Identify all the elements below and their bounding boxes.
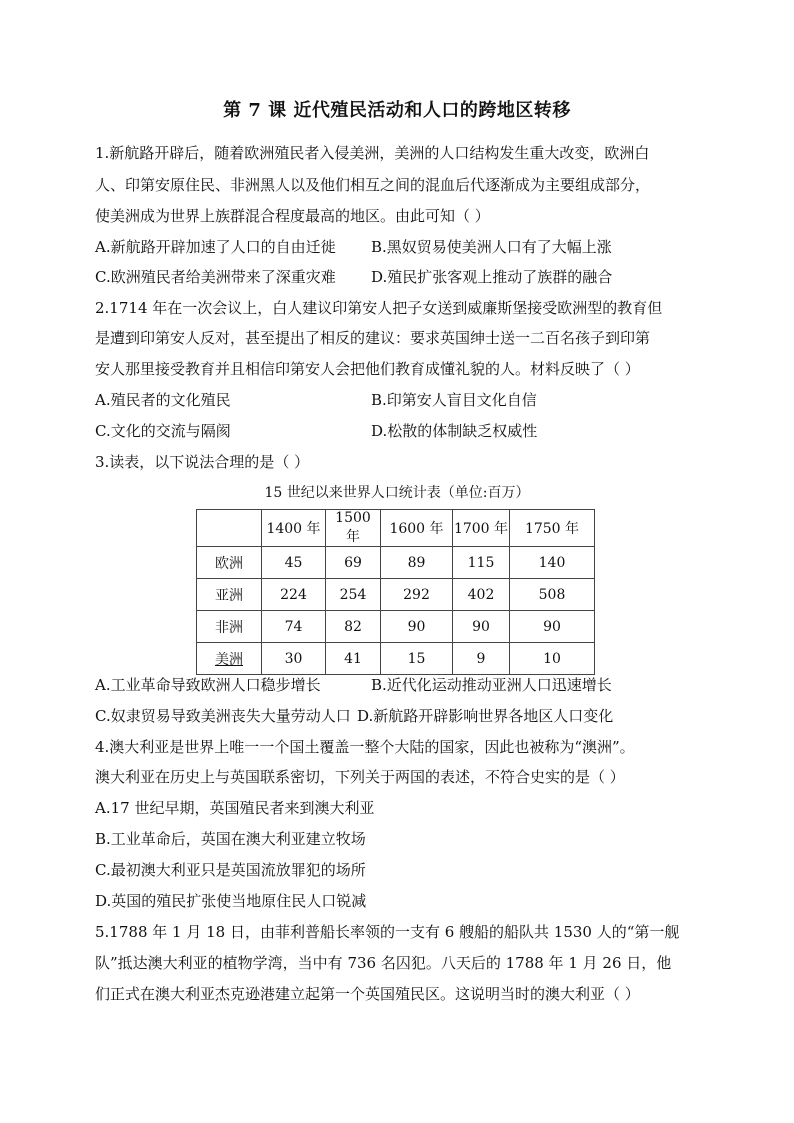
table-row [197, 579, 595, 611]
table-header-cell: 1600 年 [381, 510, 453, 547]
q2-stem-line-1: 2.1714 年在一次会议上，白人建议印第安人把子女送到威廉斯堡接受欧洲型的教育但 [95, 299, 663, 317]
table-cell: 82 [326, 611, 381, 643]
q2-stem-line-3: 安人那里接受教育并且相信印第安人会把他们教育成懂礼貌的人。材料反映了（ ） [95, 360, 640, 378]
table-cell: 402 [453, 579, 510, 611]
table-header-cell [197, 510, 262, 547]
q1-option-a: A.新航路开辟加速了人口的自由迁徙 [95, 238, 336, 256]
q4-option-d: D.英国的殖民扩张使当地原住民人口锐减 [95, 892, 367, 910]
q5-stem-line-2: 队”抵达澳大利亚的植物学湾，当中有 736 名囚犯。八天后的 1788 年 1 月 26 日，他 [95, 954, 672, 972]
q1-stem-line-1: 1.新航路开辟后，随着欧洲殖民者入侵美洲，美洲的人口结构发生重大改变，欧洲白 [95, 144, 650, 162]
table-cell: 508 [510, 579, 595, 611]
table-cell: 90 [381, 611, 453, 643]
table-cell: 45 [262, 547, 326, 579]
table-cell: 254 [326, 579, 381, 611]
table-header-cell: 1500 年 [326, 510, 381, 547]
q4-option-b: B.工业革命后，英国在澳大利亚建立牧场 [95, 830, 366, 848]
table-caption: 15 世纪以来世界人口统计表（单位:百万） [264, 485, 530, 501]
q1-option-b: B.黑奴贸易使美洲人口有了大幅上涨 [371, 238, 612, 256]
q4-option-a: A.17 世纪早期，英国殖民者来到澳大利亚 [95, 799, 375, 817]
table-cell: 欧洲 [197, 547, 262, 579]
table-cell: 90 [453, 611, 510, 643]
table-header-cell: 1700 年 [453, 510, 510, 547]
table-cell: 41 [326, 643, 381, 675]
q3-option-a: A.工业革命导致欧洲人口稳步增长 [95, 676, 321, 694]
table-cell: 15 [381, 643, 453, 675]
table-cell: 亚洲 [197, 579, 262, 611]
q4-option-c: C.最初澳大利亚只是英国流放罪犯的场所 [95, 861, 366, 879]
population-table [196, 509, 595, 675]
q5-stem-line-1: 5.1788 年 1 月 18 日，由菲利普船长率领的一支有 6 艘船的船队共 1530 人的“第一舰 [95, 923, 680, 941]
table-cell: 10 [510, 643, 595, 675]
q2-option-a: A.殖民者的文化殖民 [95, 391, 231, 409]
q2-option-c: C.文化的交流与隔阂 [95, 422, 231, 440]
q2-option-d: D.松散的体制缺乏权威性 [371, 422, 538, 440]
table-row [197, 547, 595, 579]
table-header-cell: 1750 年 [510, 510, 595, 547]
table-row [197, 611, 595, 643]
table-cell: 140 [510, 547, 595, 579]
q1-stem-line-2: 人、印第安原住民、非洲黑人以及他们相互之间的混血后代逐渐成为主要组成部分， [95, 176, 651, 194]
underlined-region-label: 美洲 [215, 651, 243, 668]
table-cell [197, 643, 262, 675]
table-cell: 115 [453, 547, 510, 579]
table-cell: 90 [510, 611, 595, 643]
q4-stem-line-1: 4.澳大利亚是世界上唯一一个国土覆盖一整个大陆的国家，因此也被称为“澳洲”。 [95, 738, 635, 756]
table-header-cell: 1400 年 [262, 510, 326, 547]
table-cell: 224 [262, 579, 326, 611]
q2-option-b: B.印第安人盲目文化自信 [371, 391, 537, 409]
table-cell: 9 [453, 643, 510, 675]
table-row [197, 643, 595, 675]
table-header-row [197, 510, 595, 547]
q5-stem-line-3: 们正式在澳大利亚杰克逊港建立起第一个英国殖民区。这说明当时的澳大利亚（ ） [95, 985, 640, 1003]
q1-option-d: D.殖民扩张客观上推动了族群的融合 [371, 268, 613, 286]
table-cell: 89 [381, 547, 453, 579]
q4-stem-line-2: 澳大利亚在历史上与英国联系密切，下列关于两国的表述，不符合史实的是（ ） [95, 768, 625, 786]
q3-option-d: D.新航路开辟影响世界各地区人口变化 [357, 707, 614, 725]
q3-option-c: C.奴隶贸易导致美洲丧失大量劳动人口 [95, 707, 351, 725]
q1-option-c: C.欧洲殖民者给美洲带来了深重灾难 [95, 268, 336, 286]
table-cell: 74 [262, 611, 326, 643]
q2-stem-line-2: 是遭到印第安人反对，甚至提出了相反的建议：要求英国绅士送一二百名孩子到印第 [95, 329, 651, 347]
table-cell: 非洲 [197, 611, 262, 643]
q3-option-b: B.近代化运动推动亚洲人口迅速增长 [371, 676, 612, 694]
q3-stem: 3.读表，以下说法合理的是（ ） [95, 453, 310, 471]
table-cell: 69 [326, 547, 381, 579]
table-cell: 292 [381, 579, 453, 611]
page-title: 第 7 课 近代殖民活动和人口的跨地区转移 [223, 100, 571, 121]
q1-stem-line-3: 使美洲成为世界上族群混合程度最高的地区。由此可知（ ） [95, 207, 490, 225]
table-cell: 30 [262, 643, 326, 675]
